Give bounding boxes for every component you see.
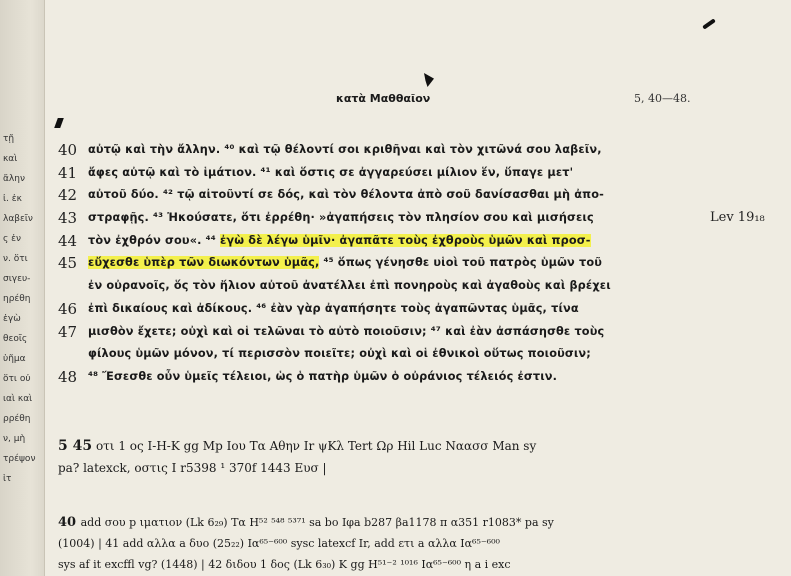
margin-fragment: ἄλην (3, 174, 25, 184)
text-line (58, 207, 778, 230)
text-segment: ἐν οὐρανοῖς, ὅς τὸν ἥλιον αὐτοῦ ἀνατέλλει ἐπὶ πονηροὺς καὶ ἀγαθοὺς καὶ βρέχει (88, 279, 611, 293)
highlighted-text: εὔχεσθε ὑπὲρ τῶν διωκόντων ὑμᾶς, (88, 256, 320, 270)
line-number: 48 (58, 367, 78, 386)
apparatus-text: οτι 1 ος I-H-K gg Mp Ιου Τα Αθην Ir ψΚλ Tert Ωρ Hil Luc Ναασσ Man sy (95, 439, 537, 453)
main-text (58, 139, 778, 389)
margin-ink-mark (54, 118, 64, 128)
text-segment: ἄφες αὐτῷ καὶ τὸ ἱμάτιον. ⁴¹ καὶ ὅστις σε ἀγγαρεύσει μίλιον ἕν, ὕπαγε μετ' (88, 165, 574, 179)
text-line (58, 275, 778, 298)
notes (58, 512, 778, 575)
margin-fragment: καὶ (3, 154, 18, 164)
text-segment: αὐτοῦ δύο. ⁴² τῷ αἰτοῦντί σε δός, καὶ τὸν θέλοντα ἀπὸ σοῦ δανίσασθαι μὴ ἀπο- (88, 188, 605, 202)
apparatus-line (58, 435, 778, 457)
greek-text (88, 230, 591, 253)
note-text: (1004) | 41 add αλλα a δυο (25₂₂) Iα⁶⁵⁻⁶⁰⁰ sysc latexcf Ir, add ετι a αλλα Iα⁶⁵⁻⁶⁰⁰ (58, 537, 500, 550)
note-line (58, 533, 778, 554)
line-number: 43 (58, 209, 78, 228)
text-segment: στραφῇς. ⁴³ Ἠκούσατε, ὅτι ἐρρέθη· »ἀγαπήσεις τὸν πλησίον σου καὶ μισήσεις (88, 211, 594, 225)
previous-page-margin (0, 0, 45, 576)
margin-fragment: ιαὶ καὶ (3, 394, 33, 404)
note-line (58, 512, 778, 533)
note-line (58, 554, 778, 575)
text-segment: αὐτῷ καὶ τὴν ἄλλην. ⁴⁰ καὶ τῷ θέλοντί σοι κριθῆναι καὶ τὸν χιτῶνά σου λαβεῖν, (88, 143, 602, 156)
greek-text (88, 184, 604, 207)
margin-fragment: θεοῖς (3, 334, 28, 344)
greek-text (88, 139, 602, 162)
margin-fragment: ἱτ (3, 474, 12, 484)
page-title: κατὰ Μαθθαῖον (336, 92, 431, 105)
margin-fragment: ς ἐν (3, 234, 22, 244)
critical-apparatus (58, 435, 778, 479)
margin-fragment: λαβεῖν (3, 214, 33, 224)
greek-text (88, 252, 602, 275)
apparatus-verse: 5 45 (58, 438, 93, 454)
apparatus-line (58, 457, 778, 479)
ink-mark (702, 18, 716, 29)
greek-text (88, 162, 573, 185)
margin-fragment: ἐγὼ (3, 314, 21, 324)
margin-fragment: τῇ (3, 134, 15, 144)
margin-fragment: ὅτι οὐ (3, 374, 31, 384)
text-segment: φίλους ὑμῶν μόνον, τί περισσὸν ποιεῖτε; οὐχὶ καὶ οἱ ἐθνικοὶ οὕτως ποιοῦσιν; (88, 347, 591, 361)
greek-text (88, 366, 557, 389)
text-line (58, 343, 778, 366)
margin-fragment: ν, μὴ (3, 434, 26, 444)
greek-text (88, 343, 591, 366)
margin-fragment: ηρέθη (3, 294, 31, 304)
note-text: sys af it excffl vg? (1448) | 42 διδου 1 δος (Lk 6₃₀) K gg H⁵¹⁻² ¹⁰¹⁶ Iα⁶⁵⁻⁶⁰⁰ η a i exc (58, 558, 511, 571)
margin-fragment: σιγευ- (3, 274, 31, 284)
margin-fragment: ν. ὅτι (3, 254, 28, 264)
greek-text (88, 298, 579, 321)
line-number: 42 (58, 186, 78, 205)
greek-text (88, 275, 611, 298)
book-page (44, 0, 791, 576)
text-line (58, 162, 778, 185)
text-line (58, 252, 778, 275)
text-segment: ⁴⁵ ὅπως γένησθε υἱοὶ τοῦ πατρὸς ὑμῶν τοῦ (319, 256, 603, 270)
margin-fragment: ἰ. ἐκ (3, 194, 22, 204)
line-number: 44 (58, 231, 78, 250)
apparatus-text: pa? latexck, οστις I r5398 ¹ 370f 1443 Ευσ | (58, 461, 327, 475)
text-line (58, 184, 778, 207)
text-line (58, 139, 778, 162)
greek-text (88, 207, 594, 230)
greek-text (88, 321, 604, 344)
text-line (58, 366, 778, 389)
page-reference: 5, 40—48. (634, 92, 691, 105)
line-number: 46 (58, 299, 78, 318)
pointer-mark (424, 73, 434, 87)
text-segment: ἐπὶ δικαίους καὶ ἀδίκους. ⁴⁶ ἐὰν γὰρ ἀγαπήσητε τοὺς ἀγαπῶντας ὑμᾶς, τίνα (88, 301, 579, 315)
text-segment: ⁴⁸ Ἔσεσθε οὖν ὑμεῖς τέλειοι, ὡς ὁ πατὴρ ὑμῶν ὁ οὐράνιος τέλειός ἐστιν. (88, 369, 558, 383)
text-segment: τὸν ἐχθρόν σου«. ⁴⁴ (88, 233, 220, 247)
line-number: 40 (58, 141, 78, 159)
text-line (58, 230, 778, 253)
line-number: 41 (58, 163, 78, 182)
margin-fragment: τρέψον (3, 454, 36, 464)
note-text: add σου p ιματιον (Lk 6₂₉) Τα H⁵² ⁵⁴⁸ ⁵³⁷¹ sa bo Iφa b287 βa1178 π α351 r1083* pa sy (80, 516, 554, 529)
margin-fragment: ὑῆμα (3, 354, 26, 364)
line-number: 47 (58, 322, 78, 341)
line-number: 45 (58, 254, 78, 273)
highlighted-text: ἐγὼ δὲ λέγω ὑμῖν· ἀγαπᾶτε τοὺς ἐχθροὺς ὑμῶν καὶ προσ- (219, 233, 591, 247)
cross-reference: Lev 19₁₈ (710, 210, 765, 226)
note-verse: 40 (58, 515, 81, 530)
text-line (58, 298, 778, 321)
text-segment: μισθὸν ἔχετε; οὐχὶ καὶ οἱ τελῶναι τὸ αὐτὸ ποιοῦσιν; ⁴⁷ καὶ ἐὰν ἀσπάσησθε τοὺς (88, 324, 605, 338)
margin-fragment: ρρέθη (3, 414, 31, 424)
text-line (58, 321, 778, 344)
